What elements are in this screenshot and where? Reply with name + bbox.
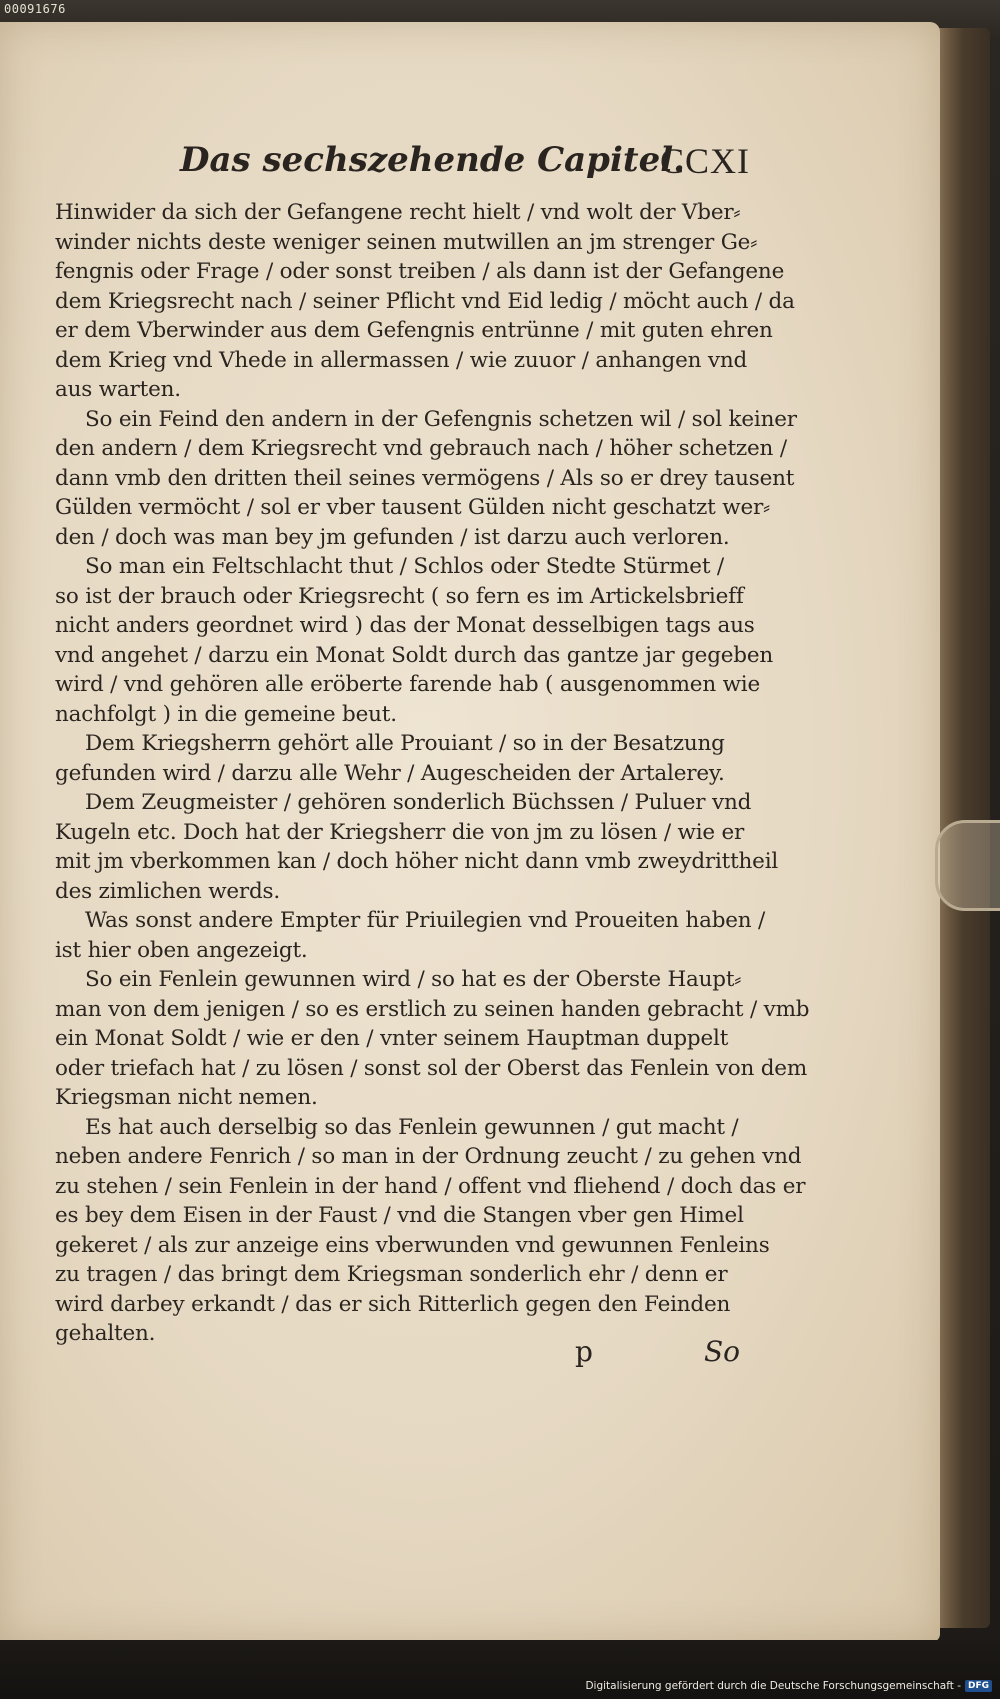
text-line: den / doch was man bey jm gefunden / ist darzu auch verloren. bbox=[55, 524, 730, 550]
text-line: zu stehen / sein Fenlein in der hand / offent vnd fliehend / doch das er bbox=[55, 1173, 806, 1199]
text-line: nicht anders geordnet wird ) das der Monat desselbigen tags aus bbox=[55, 613, 755, 638]
text-line: wird / vnd gehören alle eröberte farende hab ( ausgenommen wie bbox=[55, 672, 761, 697]
chapter-title: Das sechszehende Capitel. bbox=[180, 140, 685, 180]
text-line: Gülden vermöcht / sol er vber tausent Gülden nicht geschatzt wer⸗ bbox=[55, 495, 771, 520]
text-line: Hinwider da sich der Gefangene recht hielt / vnd wolt der Vber⸗ bbox=[55, 200, 741, 225]
text-line: gefunden wird / darzu alle Wehr / Augescheiden der Artalerey. bbox=[55, 760, 725, 786]
paragraph-start-line: So ein Feind den andern in der Gefengnis schetzen wil / sol keiner bbox=[85, 406, 797, 432]
text-line: Kriegsman nicht nemen. bbox=[55, 1085, 318, 1110]
text-line: gehalten. bbox=[55, 1321, 156, 1346]
text-line: Kugeln etc. Doch hat der Kriegsherr die von jm zu lösen / wie er bbox=[55, 819, 745, 845]
funding-credit bbox=[585, 1678, 992, 1694]
text-line: nachfolgt ) in die gemeine beut. bbox=[55, 701, 397, 727]
text-line: winder nichts deste weniger seinen mutwillen an jm strenger Ge⸗ bbox=[55, 229, 758, 255]
text-line: dem Krieg vnd Vhede in allermassen / wie zuuor / anhangen vnd bbox=[55, 347, 748, 373]
text-line: mit jm vberkommen kan / doch höher nicht dann vmb zweydrittheil bbox=[55, 849, 779, 874]
text-line: ein Monat Soldt / wie er den / vnter seinem Hauptman duppelt bbox=[55, 1026, 729, 1051]
funding-text: Digitalisierung gefördert durch die Deutsche Forschungsgemeinschaft - bbox=[585, 1680, 961, 1692]
text-line: es bey dem Eisen in der Faust / vnd die Stangen vber gen Himel bbox=[55, 1203, 744, 1228]
page-clip bbox=[935, 820, 1000, 911]
scan-bottom-band bbox=[0, 1640, 1000, 1699]
paragraph-start-line: Dem Zeugmeister / gehören sonderlich Büchssen / Puluer vnd bbox=[85, 790, 752, 815]
text-line: vnd angehet / darzu ein Monat Soldt durch das gantze jar gegeben bbox=[55, 642, 774, 668]
text-line: gekeret / als zur anzeige eins vberwunden vnd gewunnen Fenleins bbox=[55, 1232, 770, 1258]
paragraph-start-line: Es hat auch derselbig so das Fenlein gewunnen / gut macht / bbox=[85, 1114, 739, 1140]
paragraph-start-line: Dem Kriegsherrn gehört alle Prouiant / so in der Besatzung bbox=[85, 731, 725, 756]
text-line: des zimlichen werds. bbox=[55, 878, 281, 904]
text-line: man von dem jenigen / so es erstlich zu seinen handen gebracht / vmb bbox=[55, 996, 810, 1022]
text-line: fengnis oder Frage / oder sonst treiben / als dann ist der Gefangene bbox=[55, 259, 785, 284]
text-line: so ist der brauch oder Kriegsrecht ( so fern es im Artickelsbrieff bbox=[55, 583, 744, 609]
paragraph-start-line: Was sonst andere Empter für Priuilegien vnd Proueiten haben / bbox=[85, 908, 766, 933]
text-line: aus warten. bbox=[55, 377, 181, 402]
dfg-logo-icon: DFG bbox=[965, 1680, 992, 1692]
catchword: So bbox=[703, 1335, 740, 1368]
folio-number: CCXI bbox=[659, 141, 750, 181]
page-header bbox=[180, 140, 750, 190]
text-line: neben andere Fenrich / so man in der Ordnung zeucht / zu gehen vnd bbox=[55, 1144, 802, 1169]
scan-id: 00091676 bbox=[4, 2, 66, 16]
text-line: dem Kriegsrecht nach / seiner Pflicht vnd Eid ledig / möcht auch / da bbox=[55, 288, 795, 314]
text-line: dann vmb den dritten theil seines vermögens / Als so er drey tausent bbox=[55, 465, 795, 491]
text-line: den andern / dem Kriegsrecht vnd gebrauch nach / höher schetzen / bbox=[55, 436, 787, 461]
text-line: wird darbey erkandt / das er sich Ritterlich gegen den Feinden bbox=[55, 1291, 731, 1317]
text-line: ist hier oben angezeigt. bbox=[55, 937, 308, 963]
paragraph-start-line: So ein Fenlein gewunnen wird / so hat es der Oberste Haupt⸗ bbox=[85, 967, 742, 992]
signature-mark: p bbox=[575, 1335, 593, 1368]
text-line: er dem Vberwinder aus dem Gefengnis entrünne / mit guten ehren bbox=[55, 318, 773, 343]
page-body-text bbox=[55, 198, 810, 1349]
text-line: oder triefach hat / zu lösen / sonst sol der Oberst das Fenlein von dem bbox=[55, 1055, 808, 1081]
page-footer bbox=[575, 1335, 740, 1375]
text-line: zu tragen / das bringt dem Kriegsman sonderlich ehr / denn er bbox=[55, 1262, 728, 1287]
paragraph-start-line: So man ein Feltschlacht thut / Schlos oder Stedte Stürmet / bbox=[85, 554, 724, 579]
